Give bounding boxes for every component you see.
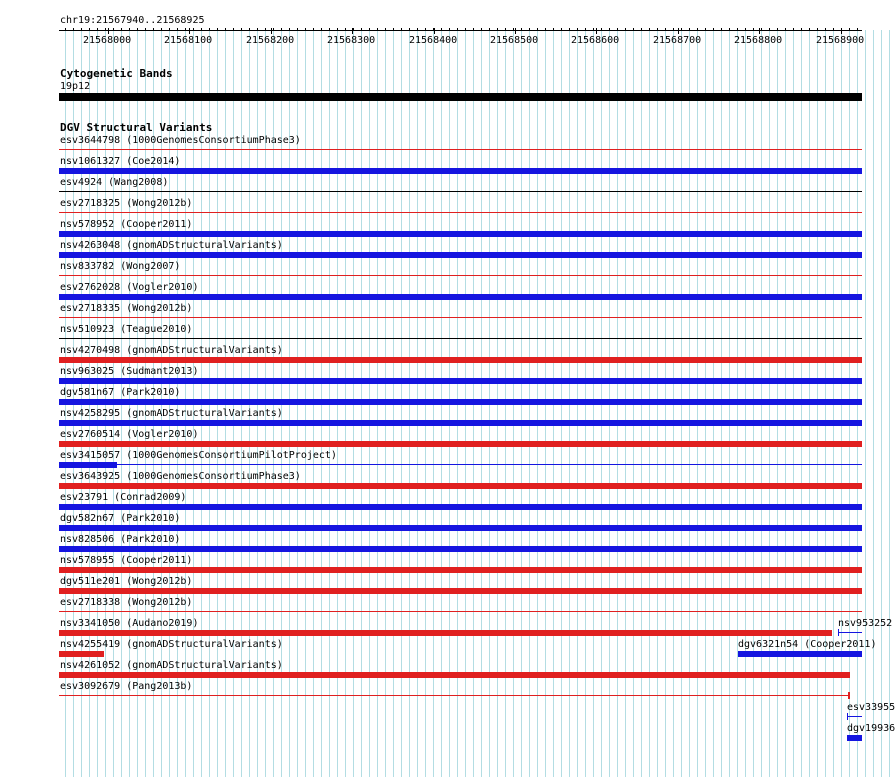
ruler-minor-tick [393,28,394,31]
ruler-minor-tick [441,28,442,31]
ruler-minor-tick [633,28,634,31]
grid-line [873,30,874,777]
feature-glyph[interactable] [847,735,862,741]
feature-label[interactable]: esv2762028 (Vogler2010) [60,282,199,293]
ruler-minor-tick [73,28,74,31]
ruler-minor-tick [809,28,810,31]
ruler-minor-tick [217,28,218,31]
ruler-minor-tick [129,28,130,31]
feature-glyph[interactable] [59,611,862,612]
ruler-minor-tick [585,28,586,31]
feature-label[interactable]: dgv19936 [847,723,895,734]
feature-label[interactable]: esv4924 (Wang2008) [60,177,169,188]
grid-line [881,30,882,777]
ruler-minor-tick [97,28,98,31]
ruler-minor-tick [225,28,226,31]
feature-glyph[interactable] [59,588,862,594]
ruler-minor-tick [169,28,170,31]
ruler-label: 21568400 [409,35,458,46]
ruler-minor-tick [145,28,146,31]
ruler-minor-tick [105,28,106,31]
feature-label[interactable]: nsv4270498 (gnomADStructuralVariants) [60,345,283,356]
feature-label[interactable]: esv3643925 (1000GenomesConsortiumPhase3) [60,471,301,482]
ruler-minor-tick [825,28,826,31]
feature-label[interactable]: dgv511e201 (Wong2012b) [60,576,193,587]
ruler-minor-tick [641,28,642,31]
feature-label[interactable]: esv23791 (Conrad2009) [60,492,187,503]
feature-glyph[interactable] [59,212,862,213]
ruler-minor-tick [249,28,250,31]
feature-glyph-end [838,629,839,636]
ruler-axis [59,30,862,31]
feature-glyph[interactable] [59,399,862,405]
ruler-minor-tick [313,28,314,31]
feature-glyph[interactable] [59,420,862,426]
ruler-minor-tick [801,28,802,31]
ruler-minor-tick [329,28,330,31]
feature-glyph[interactable] [59,672,850,678]
feature-glyph[interactable] [59,695,848,696]
ruler-minor-tick [377,28,378,31]
ruler-label: 21568500 [490,35,539,46]
ruler-minor-tick [177,28,178,31]
ruler-minor-tick [153,28,154,31]
feature-glyph[interactable] [59,294,862,300]
ruler-minor-tick [761,28,762,31]
ruler-minor-tick [785,28,786,31]
ruler-major-tick [352,28,353,34]
ruler-minor-tick [833,28,834,31]
feature-glyph[interactable] [59,504,862,510]
feature-label[interactable]: nsv510923 (Teague2010) [60,324,193,335]
ruler-minor-tick [553,28,554,31]
ruler-minor-tick [89,28,90,31]
ruler-minor-tick [721,28,722,31]
feature-glyph[interactable] [59,546,862,552]
feature-glyph[interactable] [59,338,862,339]
ruler-minor-tick [657,28,658,31]
ruler-minor-tick [489,28,490,31]
feature-label[interactable]: nsv578952 (Cooper2011) [60,219,193,230]
ruler-major-tick [596,28,597,34]
ruler-minor-tick [281,28,282,31]
feature-label[interactable]: esv3644798 (1000GenomesConsortiumPhase3) [60,135,301,146]
ruler-minor-tick [81,28,82,31]
feature-label[interactable]: esv2760514 (Vogler2010) [60,429,199,440]
ruler-minor-tick [729,28,730,31]
feature-label[interactable]: nsv4255419 (gnomADStructuralVariants) [60,639,283,650]
ruler-minor-tick [681,28,682,31]
feature-glyph-line[interactable] [117,464,862,465]
grid-line [865,30,866,777]
ruler-minor-tick [777,28,778,31]
ruler-minor-tick [817,28,818,31]
feature-label[interactable]: nsv953252 [838,618,893,629]
ruler-minor-tick [569,28,570,31]
feature-label[interactable]: nsv1061327 (Coe2014) [60,156,181,167]
feature-label[interactable]: nsv4263048 (gnomADStructuralVariants) [60,240,283,251]
ruler-minor-tick [737,28,738,31]
ruler-label: 21568900 [816,35,865,46]
ruler-minor-tick [369,28,370,31]
ruler-label: 21568600 [571,35,620,46]
ruler-minor-tick [793,28,794,31]
feature-glyph[interactable] [59,651,104,657]
grid-line [889,30,890,777]
ruler-minor-tick [769,28,770,31]
ruler-minor-tick [409,28,410,31]
ruler-minor-tick [65,28,66,31]
feature-label[interactable]: nsv3341050 (Audano2019) [60,618,199,629]
ruler-minor-tick [617,28,618,31]
ruler-minor-tick [625,28,626,31]
ruler-minor-tick [521,28,522,31]
feature-glyph[interactable] [59,149,862,150]
feature-glyph[interactable] [59,525,862,531]
feature-label[interactable]: nsv828506 (Park2010) [60,534,181,545]
ruler-minor-tick [601,28,602,31]
ruler-minor-tick [745,28,746,31]
ruler-minor-tick [121,28,122,31]
feature-glyph[interactable] [59,630,832,636]
cytoband-bar[interactable] [59,93,862,101]
ruler-minor-tick [665,28,666,31]
feature-glyph[interactable] [59,567,862,573]
ruler-minor-tick [457,28,458,31]
ruler-minor-tick [849,28,850,31]
ruler-minor-tick [161,28,162,31]
feature-glyph[interactable] [59,378,862,384]
feature-label[interactable]: esv2718325 (Wong2012b) [60,198,193,209]
ruler-minor-tick [705,28,706,31]
ruler-minor-tick [505,28,506,31]
feature-label[interactable]: esv3415057 (1000GenomesConsortiumPilotProject) [60,450,337,461]
ruler-minor-tick [321,28,322,31]
feature-glyph[interactable] [59,252,862,258]
ruler-minor-tick [465,28,466,31]
ruler-label: 21568300 [327,35,376,46]
feature-label[interactable]: nsv578955 (Cooper2011) [60,555,193,566]
dgv-track-title: DGV Structural Variants [60,121,213,134]
ruler-minor-tick [273,28,274,31]
ruler-major-tick [515,28,516,34]
ruler-minor-tick [257,28,258,31]
ruler-minor-tick [561,28,562,31]
ruler-minor-tick [137,28,138,31]
ruler-minor-tick [193,28,194,31]
feature-label[interactable]: esv2718335 (Wong2012b) [60,303,193,314]
ruler-minor-tick [233,28,234,31]
ruler-minor-tick [697,28,698,31]
feature-glyph[interactable] [59,483,862,489]
ruler-minor-tick [609,28,610,31]
feature-label[interactable]: nsv4261052 (gnomADStructuralVariants) [60,660,283,671]
ruler-minor-tick [353,28,354,31]
feature-glyph[interactable] [59,317,862,318]
feature-label[interactable]: nsv833782 (Wong2007) [60,261,181,272]
ruler-minor-tick [497,28,498,31]
feature-glyph-end [847,713,848,720]
ruler-minor-tick [513,28,514,31]
ruler-minor-tick [201,28,202,31]
feature-label[interactable]: nsv963025 (Sudmant2013) [60,366,199,377]
ruler-major-tick [271,28,272,34]
ruler-minor-tick [401,28,402,31]
feature-glyph[interactable] [59,441,862,447]
ruler-major-tick [759,28,760,34]
ruler-minor-tick [241,28,242,31]
ruler-minor-tick [209,28,210,31]
feature-glyph[interactable] [59,462,117,468]
feature-label[interactable]: nsv4258295 (gnomADStructuralVariants) [60,408,283,419]
feature-label[interactable]: dgv582n67 (Park2010) [60,513,181,524]
feature-glyph[interactable] [59,357,862,363]
ruler-minor-tick [113,28,114,31]
feature-glyph-line[interactable] [847,716,862,717]
feature-glyph[interactable] [59,168,862,174]
ruler-minor-tick [185,28,186,31]
feature-glyph[interactable] [59,231,862,237]
ruler-label: 21568200 [246,35,295,46]
feature-label[interactable]: esv33955 [847,702,895,713]
ruler-minor-tick [417,28,418,31]
ruler-label: 21568800 [734,35,783,46]
ruler-minor-tick [649,28,650,31]
ruler-label: 21568100 [164,35,213,46]
feature-glyph[interactable] [59,275,862,276]
ruler-minor-tick [425,28,426,31]
location-label: chr19:21567940..21568925 [60,15,205,26]
feature-label[interactable]: dgv6321n54 (Cooper2011) [738,639,877,650]
ruler-minor-tick [265,28,266,31]
feature-glyph[interactable] [738,651,862,657]
ruler-minor-tick [529,28,530,31]
feature-label[interactable]: dgv581n67 (Park2010) [60,387,181,398]
ruler-minor-tick [297,28,298,31]
ruler-minor-tick [689,28,690,31]
ruler-major-tick [841,28,842,34]
ruler-minor-tick [345,28,346,31]
cytoband-label: 19p12 [60,81,91,92]
ruler-minor-tick [473,28,474,31]
ruler-minor-tick [593,28,594,31]
ruler-minor-tick [481,28,482,31]
ruler-minor-tick [385,28,386,31]
ruler-major-tick [108,28,109,34]
feature-glyph-end [848,692,850,699]
feature-glyph[interactable] [59,191,862,192]
ruler-minor-tick [305,28,306,31]
feature-label[interactable]: esv3092679 (Pang2013b) [60,681,193,692]
ruler-minor-tick [289,28,290,31]
ruler-minor-tick [361,28,362,31]
feature-glyph-line[interactable] [838,632,862,633]
ruler-major-tick [434,28,435,34]
ruler-major-tick [678,28,679,34]
ruler-minor-tick [545,28,546,31]
ruler-major-tick [189,28,190,34]
ruler-minor-tick [337,28,338,31]
feature-label[interactable]: esv2718338 (Wong2012b) [60,597,193,608]
ruler-minor-tick [449,28,450,31]
ruler-label: 21568700 [653,35,702,46]
cytoband-track-title: Cytogenetic Bands [60,67,173,80]
ruler-minor-tick [713,28,714,31]
ruler-minor-tick [537,28,538,31]
ruler-label: 21568000 [83,35,132,46]
ruler-minor-tick [857,28,858,31]
ruler-minor-tick [673,28,674,31]
ruler-minor-tick [753,28,754,31]
ruler-minor-tick [577,28,578,31]
